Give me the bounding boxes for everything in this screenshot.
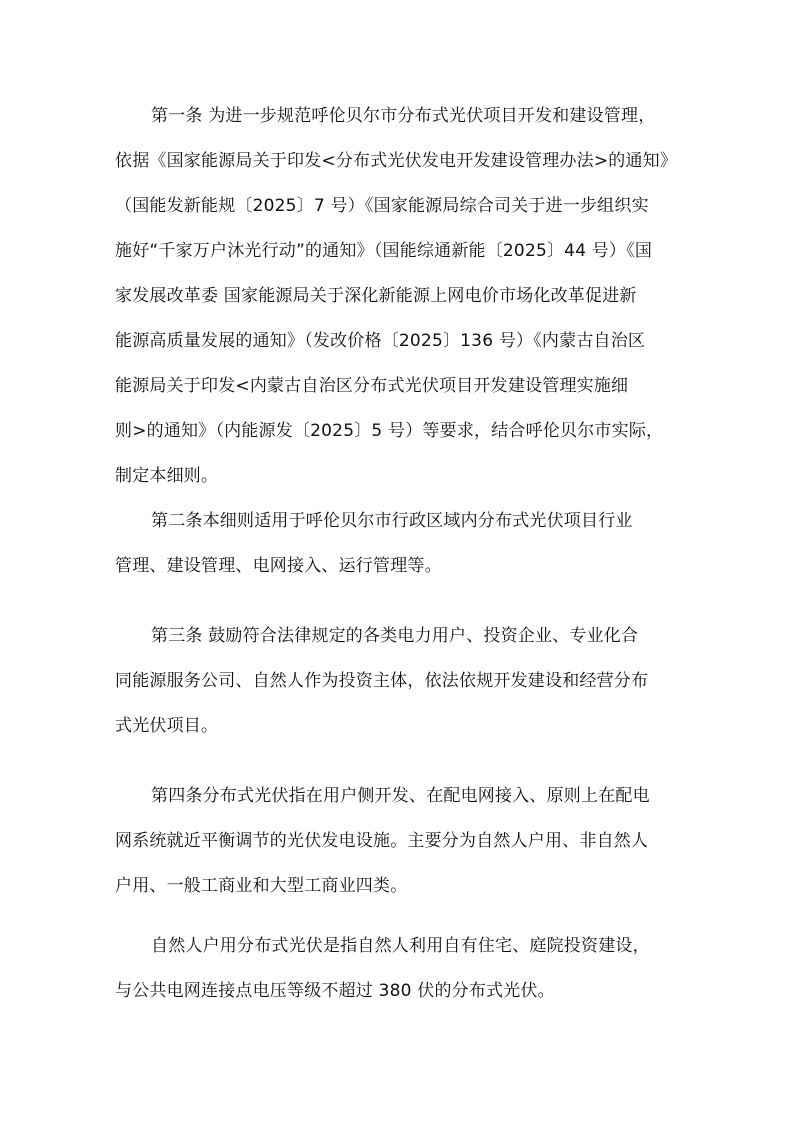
natural-person-definition-line-2: 与公共电网连接点电压等级不超过 380 伏的分布式光伏。 bbox=[115, 981, 555, 1001]
article-3-line-3: 式光伏项目。 bbox=[115, 716, 219, 736]
natural-person-definition-line-1: 自然人户用分布式光伏是指自然人利用自有住宅、庭院投资建设， bbox=[151, 936, 650, 956]
article-4-line-1: 第四条分布式光伏指在用户侧开发、在配电网接入、原则上在配电 bbox=[151, 786, 650, 806]
article-1-line-4: 施好“千家万户沐光行动”的通知》（国能综通新能〔2025〕44 号）《国 bbox=[115, 241, 653, 261]
article-1-line-7: 能源局关于印发<内蒙古自治区分布式光伏项目开发建设管理实施细 bbox=[115, 376, 629, 396]
article-1-line-3: （国能发新能规〔2025〕7 号）《国家能源局综合司关于进一步组织实 bbox=[115, 196, 649, 216]
article-2-line-1: 第二条本细则适用于呼伦贝尔市行政区域内分布式光伏项目行业 bbox=[151, 511, 633, 531]
article-4-line-2: 网系统就近平衡调节的光伏发电设施。主要分为自然人户用、非自然人 bbox=[115, 831, 649, 851]
article-3-line-1: 第三条 鼓励符合法律规定的各类电力用户、投资企业、专业化合 bbox=[151, 626, 639, 646]
article-1-line-6: 能源高质量发展的通知》（发改价格〔2025〕136 号）《内蒙古自治区 bbox=[115, 331, 646, 351]
article-1-line-5: 家发展改革委 国家能源局关于深化新能源上网电价市场化改革促进新 bbox=[115, 286, 637, 306]
article-3-line-2: 同能源服务公司、自然人作为投资主体，依法依规开发建设和经营分布 bbox=[115, 671, 649, 691]
article-1-line-1: 第一条 为进一步规范呼伦贝尔市分布式光伏项目开发和建设管理， bbox=[151, 106, 656, 126]
article-1-line-2: 依据《国家能源局关于印发<分布式光伏发电开发建设管理办法>的通知》 bbox=[115, 151, 678, 171]
article-2-line-2: 管理、建设管理、电网接入、运行管理等。 bbox=[115, 556, 442, 576]
article-1-line-8: 则>的通知》（内能源发〔2025〕5 号）等要求，结合呼伦贝尔市实际， bbox=[115, 421, 664, 441]
article-4-line-3: 户用、一般工商业和大型工商业四类。 bbox=[115, 876, 408, 896]
article-1-line-9: 制定本细则。 bbox=[115, 466, 219, 486]
